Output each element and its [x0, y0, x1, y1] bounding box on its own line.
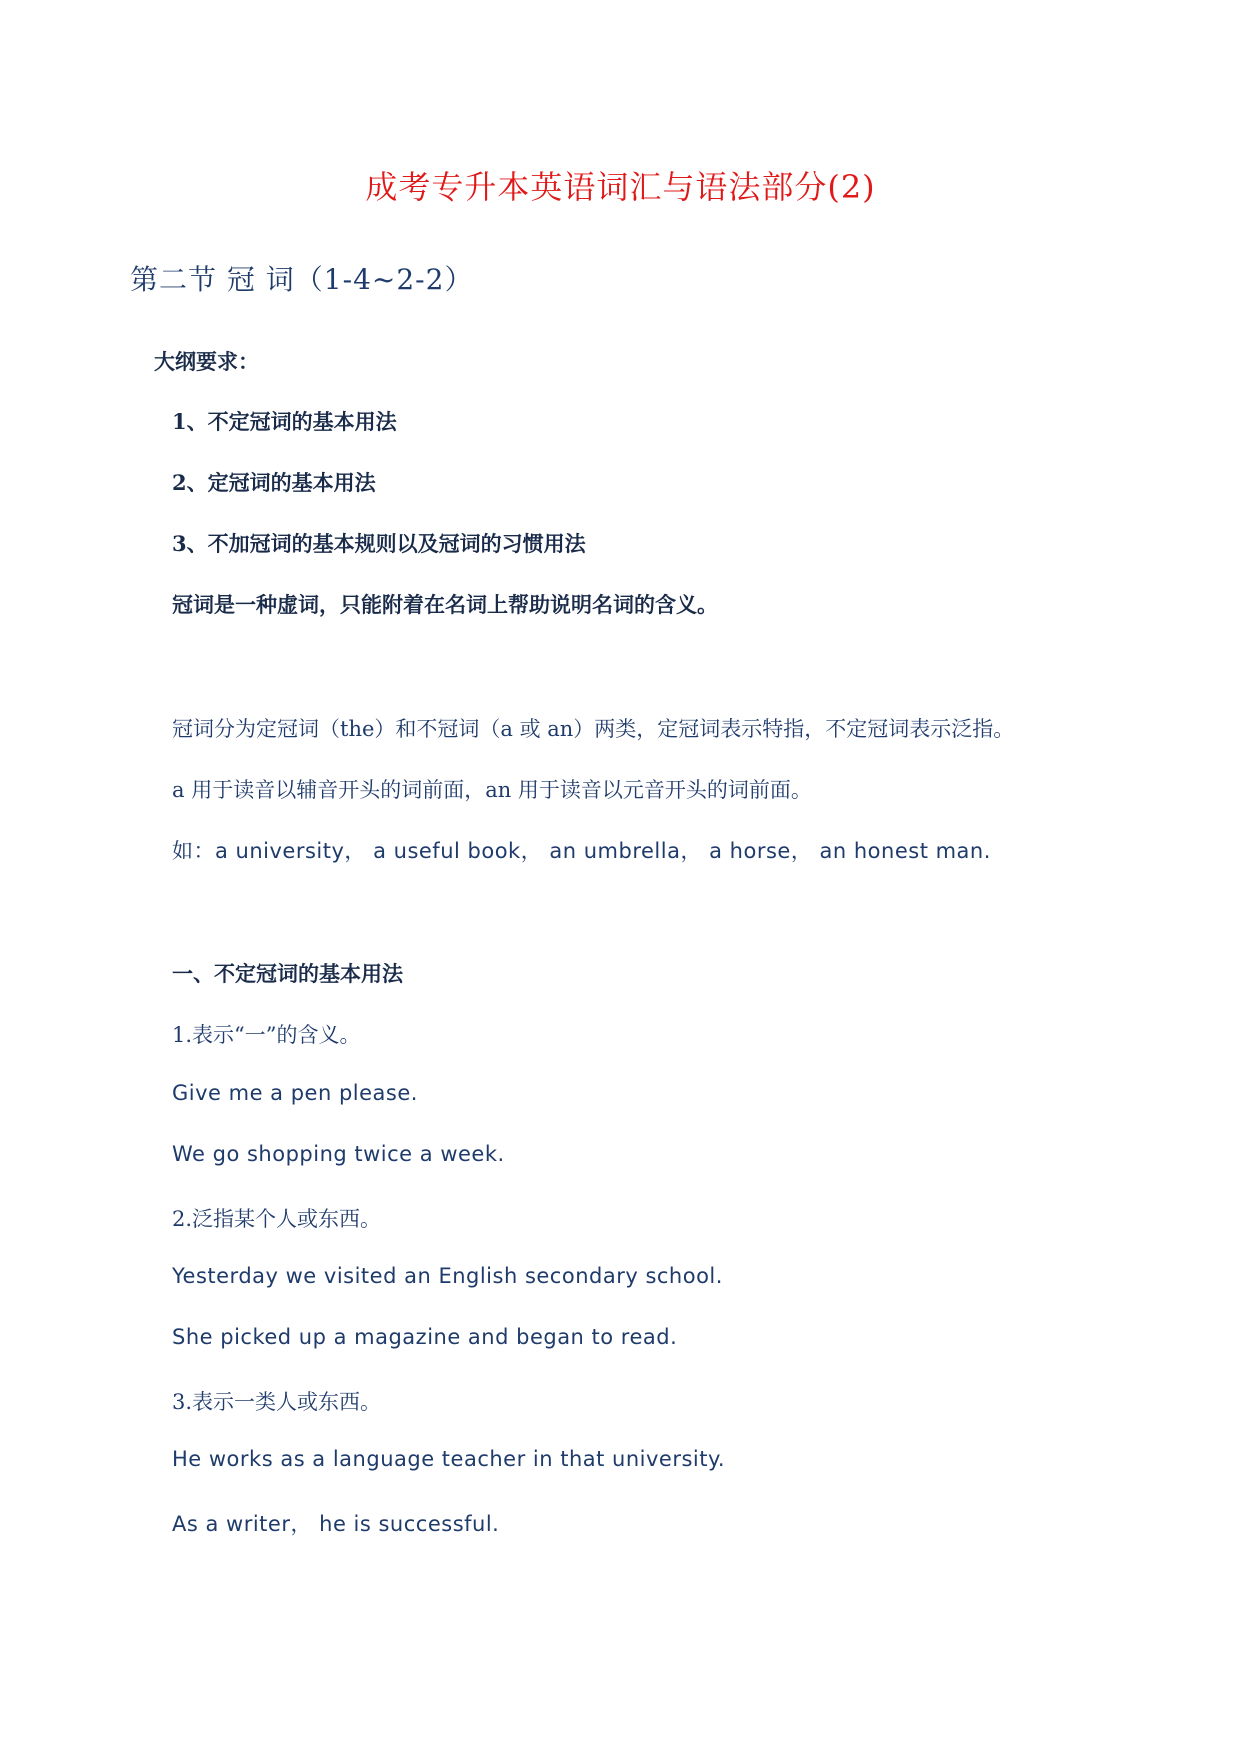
usage-1-example-1: Give me a pen please.: [172, 1081, 418, 1105]
usage-3-example-1: He works as a language teacher in that university.: [172, 1447, 726, 1471]
intro-examples: 如：a university， a useful book， an umbrella， a horse， an honest man.: [172, 839, 991, 863]
outline-item-2: 2、定冠词的基本用法: [172, 470, 376, 495]
outline-item-3: 3、不加冠词的基本规则以及冠词的习惯用法: [172, 531, 586, 556]
usage-3-example-2: As a writer， he is successful.: [172, 1512, 500, 1536]
usage-2-label: 2.泛指某个人或东西。: [172, 1207, 382, 1231]
part-one-heading: 一、不定冠词的基本用法: [172, 961, 403, 986]
outline-label: 大纲要求：: [154, 349, 259, 374]
outline-item-1: 1、不定冠词的基本用法: [172, 409, 397, 434]
document-title: 成考专升本英语词汇与语法部分(2): [365, 168, 876, 206]
intro-line-1: 冠词分为定冠词（the）和不冠词（a 或 an）两类，定冠词表示特指，不定冠词表示泛指。: [172, 717, 1015, 741]
usage-2-example-2: She picked up a magazine and began to read.: [172, 1325, 678, 1349]
section-heading: 第二节 冠 词（1-4~2-2）: [130, 263, 474, 296]
outline-definition: 冠词是一种虚词，只能附着在名词上帮助说明名词的含义。: [172, 592, 718, 617]
usage-1-label: 1.表示“一”的含义。: [172, 1023, 361, 1047]
usage-3-label: 3.表示一类人或东西。: [172, 1390, 382, 1414]
intro-line-2: a 用于读音以辅音开头的词前面，an 用于读音以元音开头的词前面。: [172, 778, 812, 802]
usage-1-example-2: We go shopping twice a week.: [172, 1142, 505, 1166]
usage-2-example-1: Yesterday we visited an English secondary school.: [172, 1264, 723, 1288]
